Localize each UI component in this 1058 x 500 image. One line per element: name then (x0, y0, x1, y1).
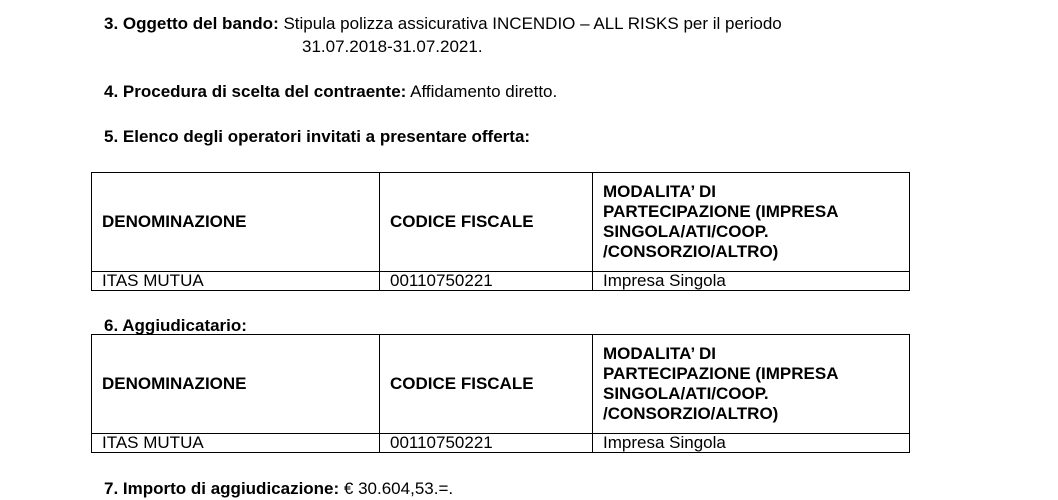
header-denominazione: DENOMINAZIONE (92, 173, 380, 272)
cell-codice-fiscale: 00110750221 (380, 272, 593, 291)
cell-modalita: Impresa Singola (593, 272, 910, 291)
header-modalita: MODALITA’ DI PARTECIPAZIONE (IMPRESA SINGOLA/ATI/COOP. /CONSORZIO/ALTRO) (593, 335, 910, 434)
section-5-label: 5. Elenco degli operatori invitati a presentare offerta: (104, 127, 531, 146)
header-denominazione: DENOMINAZIONE (92, 335, 380, 434)
header-modalita: MODALITA’ DI PARTECIPAZIONE (IMPRESA SINGOLA/ATI/COOP. /CONSORZIO/ALTRO) (593, 173, 910, 272)
section-4-label: 4. Procedura di scelta del contraente: (104, 82, 407, 101)
cell-denominazione: ITAS MUTUA (92, 272, 380, 291)
section-7 (104, 479, 453, 499)
table-row (92, 272, 910, 291)
section-3-colon: : (273, 14, 279, 33)
table-row (92, 434, 910, 453)
cell-modalita: Impresa Singola (593, 434, 910, 453)
header-codice-fiscale: CODICE FISCALE (380, 335, 593, 434)
section-6-label: 6. Aggiudicatario: (104, 316, 247, 335)
header-codice-fiscale: CODICE FISCALE (380, 173, 593, 272)
table-header-row (92, 173, 910, 272)
section-7-amount: € 30.604,53.=. (343, 479, 454, 498)
cell-denominazione: ITAS MUTUA (92, 434, 380, 453)
cell-codice-fiscale: 00110750221 (380, 434, 593, 453)
section-3 (104, 14, 782, 34)
operators-table (91, 172, 910, 291)
aggiudicatario-table (91, 334, 910, 453)
section-7-label: 7. Importo di aggiudicazione: (104, 479, 340, 498)
section-3-text: Stipula polizza assicurativa INCENDIO – ALL RISKS per il periodo (283, 14, 782, 33)
section-3-period: 31.07.2018-31.07.2021. (302, 37, 483, 56)
section-3-label: 3. Oggetto del bando (104, 14, 274, 33)
section-4 (104, 82, 557, 102)
section-4-text: Affidamento diretto. (410, 82, 558, 101)
table-header-row (92, 335, 910, 434)
